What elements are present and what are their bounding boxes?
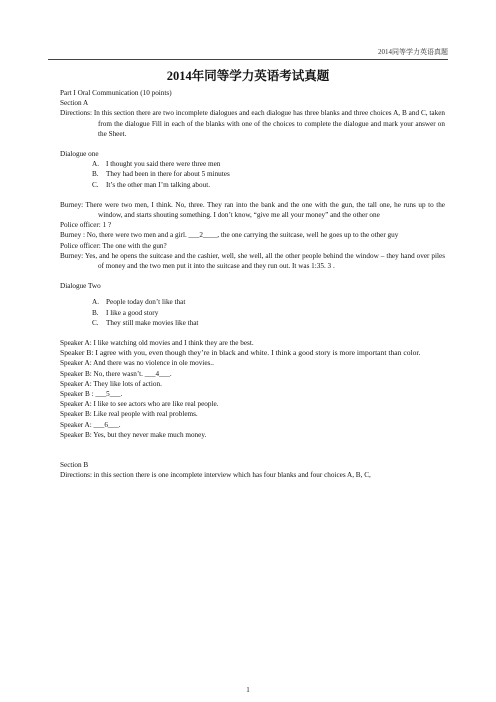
dialogue-one-line: Burney: There were two men, I think. No, three. They ran into the bank and the one with the gun, the tall one, he runs up to the window, and starts shouting something. I don’t know, “give me all your money” and the other one: [60, 200, 445, 220]
part-heading: Part I Oral Communication (10 points): [60, 89, 172, 97]
dialogue-two-line: Speaker A: I like watching old movies and I think they are the best.: [60, 339, 254, 348]
dialogue-two-line: Speaker A: They like lots of action.: [60, 379, 162, 388]
dialogue-two-line: Speaker B: No, there wasn’t. ___4___.: [60, 369, 172, 378]
directions-b: Directions: in this section there is one incomplete interview which has four blanks and four choices A, B, C,: [60, 471, 371, 480]
running-header: 2014同等学力英语真题: [378, 48, 448, 56]
dialogue-one-line: Burney: Yes, and he opens the suitcase and the cashier, well, she well, all the other people behind the window – they hand over piles of money and the two men put it into the suitcase and they run out. It was 1:35. 3 .: [60, 251, 445, 271]
section-b-heading: Section B: [60, 461, 89, 470]
document-body: [60, 88, 445, 481]
section-a-heading: Section A: [60, 99, 89, 108]
dialogue-two-label: Dialogue Two: [60, 282, 101, 291]
dialogue-one-option-a: A. I thought you said there were three men: [92, 160, 221, 169]
page-number: 1: [246, 686, 250, 694]
dialogue-one-option-b: B. They had been in there for about 5 minutes: [92, 170, 230, 179]
dialogue-one-line: Police officer: The one with the gun?: [60, 241, 167, 250]
header-rule: [48, 59, 448, 60]
directions-a: Directions: In this section there are two incomplete dialogues and each dialogue has three blanks and three choices A, B and C, taken from the dialogue Fill in each of the blanks with one of the choices to complete the dialogue and mark your answer on the Sheet.: [60, 109, 445, 138]
dialogue-two-option-b: B. I like a good story: [92, 308, 159, 317]
dialogue-two-line: Speaker A: I like to see actors who are like real people.: [60, 400, 219, 409]
dialogue-one-label: Dialogue one: [60, 150, 99, 159]
dialogue-two-option-c: C. They still make movies like that: [92, 318, 199, 327]
dialogue-one-line: Burney : No, there were two men and a girl. ___2____, the one carrying the suitcase, well he goes up to the other guy: [60, 231, 399, 240]
dialogue-two-line: Speaker B: Yes, but they never make much money.: [60, 430, 207, 439]
dialogue-two-line: Speaker B: Like real people with real problems.: [60, 410, 198, 419]
dialogue-two-line: Speaker B: I agree with you, even though they’re in black and white. I think a good story is more important than color.: [60, 348, 421, 358]
dialogue-one-line: Police officer: 1 ?: [60, 221, 112, 230]
dialogue-two-option-a: A. People today don’t like that: [92, 298, 186, 307]
document-title: 2014年同等学力英语考试真题: [166, 69, 330, 83]
dialogue-two-line: Speaker B : ___5___.: [60, 390, 123, 399]
dialogue-two-line: Speaker A: ___6___.: [60, 420, 121, 429]
dialogue-two-line: Speaker A: And there was no violence in ole movies..: [60, 359, 214, 368]
dialogue-one-option-c: C. It’s the other man I’m talking about.: [92, 180, 210, 189]
